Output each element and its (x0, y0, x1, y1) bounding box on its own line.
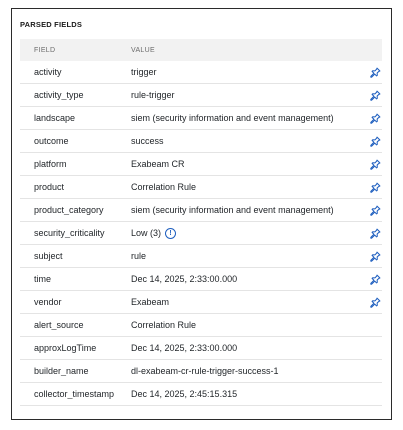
pin-icon[interactable] (369, 296, 381, 308)
table-row (20, 153, 382, 176)
field-value (131, 136, 382, 146)
pin-icon[interactable] (369, 66, 381, 78)
field-value-text: rule-trigger (131, 90, 175, 100)
field-name: outcome (34, 136, 69, 146)
table-row (20, 268, 382, 291)
field-name: security_criticality (34, 228, 105, 238)
table-body (20, 61, 382, 406)
table-row (20, 61, 382, 84)
pin-icon[interactable] (369, 204, 381, 216)
header-value: VALUE (131, 46, 155, 54)
parsed-fields-panel (11, 8, 392, 420)
field-value (131, 182, 382, 192)
field-value-text: siem (security information and event management) (131, 205, 334, 215)
field-name: builder_name (34, 366, 89, 376)
field-value (131, 274, 382, 284)
pin-icon[interactable] (369, 273, 381, 285)
table-header (20, 39, 382, 61)
table-row (20, 199, 382, 222)
field-name: product_category (34, 205, 104, 215)
table-row (20, 291, 382, 314)
field-value-text: trigger (131, 67, 157, 77)
section-title: PARSED FIELDS (20, 20, 83, 29)
field-value-text: Dec 14, 2025, 2:33:00.000 (131, 343, 238, 353)
field-value (131, 251, 382, 261)
field-value (131, 297, 382, 307)
field-name: alert_source (34, 320, 84, 330)
field-value-text: Dec 14, 2025, 2:45:15.315 (131, 389, 238, 399)
pin-icon[interactable] (369, 89, 381, 101)
field-value-text: rule (131, 251, 147, 261)
field-value (131, 228, 382, 239)
table-row (20, 360, 382, 383)
field-value (131, 205, 382, 215)
field-value (131, 320, 382, 330)
field-value (131, 113, 382, 123)
pin-icon[interactable] (369, 227, 381, 239)
field-name: activity (34, 67, 62, 77)
field-name: collector_timestamp (34, 389, 115, 399)
table-row (20, 84, 382, 107)
field-value (131, 67, 382, 77)
table-row (20, 222, 382, 245)
field-name: platform (34, 159, 67, 169)
parsed-fields-table (20, 39, 382, 406)
field-name: subject (34, 251, 63, 261)
field-value (131, 343, 382, 353)
field-value (131, 90, 382, 100)
table-row (20, 245, 382, 268)
info-icon[interactable]: ! (165, 228, 176, 239)
field-value-text: Dec 14, 2025, 2:33:00.000 (131, 274, 238, 284)
table-row (20, 383, 382, 406)
table-row (20, 337, 382, 360)
field-value-text: Exabeam CR (131, 159, 185, 169)
pin-icon[interactable] (369, 250, 381, 262)
field-value-text: Correlation Rule (131, 182, 197, 192)
table-row (20, 107, 382, 130)
field-name: approxLogTime (34, 343, 97, 353)
pin-icon[interactable] (369, 135, 381, 147)
field-name: landscape (34, 113, 76, 123)
field-name: activity_type (34, 90, 84, 100)
pin-icon[interactable] (369, 181, 381, 193)
field-value-text: Exabeam (131, 297, 170, 307)
field-value-text: Low (3) (131, 228, 162, 238)
field-value-text: dl-exabeam-cr-rule-trigger-success-1 (131, 366, 279, 376)
field-name: product (34, 182, 65, 192)
pin-icon[interactable] (369, 112, 381, 124)
table-row (20, 176, 382, 199)
field-value-text: Correlation Rule (131, 320, 197, 330)
header-field: FIELD (34, 46, 56, 54)
pin-icon[interactable] (369, 158, 381, 170)
table-row (20, 314, 382, 337)
field-value (131, 366, 382, 376)
field-value-text: success (131, 136, 164, 146)
field-value (131, 159, 382, 169)
field-name: vendor (34, 297, 62, 307)
field-value (131, 389, 382, 399)
table-row (20, 130, 382, 153)
field-name: time (34, 274, 52, 284)
field-value-text: siem (security information and event management) (131, 113, 334, 123)
